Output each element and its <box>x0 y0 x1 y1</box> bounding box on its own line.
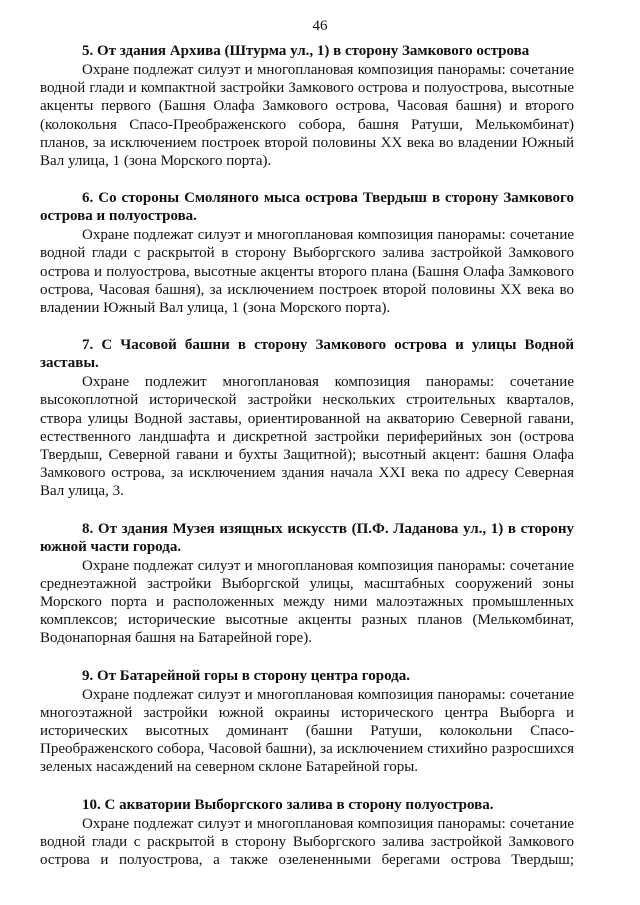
section-5 <box>40 42 574 170</box>
section-text: Охране подлежат силуэт и многоплановая композиция панорамы: сочетание водной глади с раскрытой в сторону Выборгского залива застройкой Замкового острова и полуострова, высотные акценты второго плана (Башня Олафа Замкового острова, Часовая башня), за исключением построек второй половины XX века во владении Южный Вал улица, 1 (зона Морского порта). <box>40 227 574 317</box>
section-heading: 6. Со стороны Смоляного мыса острова Твердыш в сторону Замкового острова и полуострова. <box>40 190 574 225</box>
section-heading: 8. От здания Музея изящных искусств (П.Ф. Ладанова ул., 1) в сторону южной части города. <box>40 520 574 555</box>
section-heading: 9. От Батарейной горы в сторону центра города. <box>82 667 410 684</box>
section-9 <box>40 667 574 777</box>
section-heading: 10. С акватории Выборгского залива в сторону полуострова. <box>82 796 494 813</box>
section-text: Охране подлежат силуэт и многоплановая композиция панорамы: сочетание среднеэтажной застройки Выборгской улицы, масштабных сооружений зоны Морского порта и расположенных между ними малоэтажных промышленных комплексов; исторические высотные акценты разных планов (Мелькомбинат, Водонапорная башня на Батарейной горе). <box>40 557 574 647</box>
section-text: Охране подлежит многоплановая композиция панорамы: сочетание высокоплотной исторической застройки нескольких строительных кварталов, створа улицы Водной заставы, ориентированной на акваторию Северной гавани, естественного ландшафта и дискретной застройки периферийных зон (острова Твердыш, Северной гавани и бухты Защитной); высотный акцент: башня Олафа Замкового острова, за исключением здания начала XXI века по адресу Северная Вал улица, 3. <box>40 374 574 500</box>
document-body <box>40 42 574 888</box>
section-7 <box>40 336 574 500</box>
section-text: Охране подлежат силуэт и многоплановая композиция панорамы: сочетание многоэтажной застройки южной окраины исторического центра Выборга и исторических высотных доминант (башни Ратуши, колокольни Спасо-Преображенского собора, Часовой башни), за исключением стихийно разросшихся зеленых насаждений на северном склоне Батарейной горы. <box>40 686 574 776</box>
section-text: Охране подлежат силуэт и многоплановая композиция панорамы: сочетание водной глади и компактной застройки Замкового острова и полуострова, высотные акценты первого (Башня Олафа Замкового острова, Часовая башня) и второго (колокольня Спасо-Преображенского собора, башня Ратуши, Мелькомбинат) планов, за исключением построек второй половины XX века во владении Южный Вал улица, 1 (зона Морского порта). <box>40 62 574 170</box>
section-text: Охране подлежат силуэт и многоплановая композиция панорамы: сочетание водной глади с раскрытой в сторону Выборгского залива застройкой Замкового острова и полуострова, а также озелененными берегами острова Твердыш; <box>40 815 574 869</box>
page-number: 46 <box>312 18 328 34</box>
section-6 <box>40 189 574 317</box>
section-heading: 7. С Часовой башни в сторону Замкового острова и улицы Водной заставы. <box>40 337 574 372</box>
section-heading: 5. От здания Архива (Штурма ул., 1) в сторону Замкового острова <box>82 43 530 59</box>
section-10 <box>40 796 574 870</box>
section-8 <box>40 520 574 648</box>
